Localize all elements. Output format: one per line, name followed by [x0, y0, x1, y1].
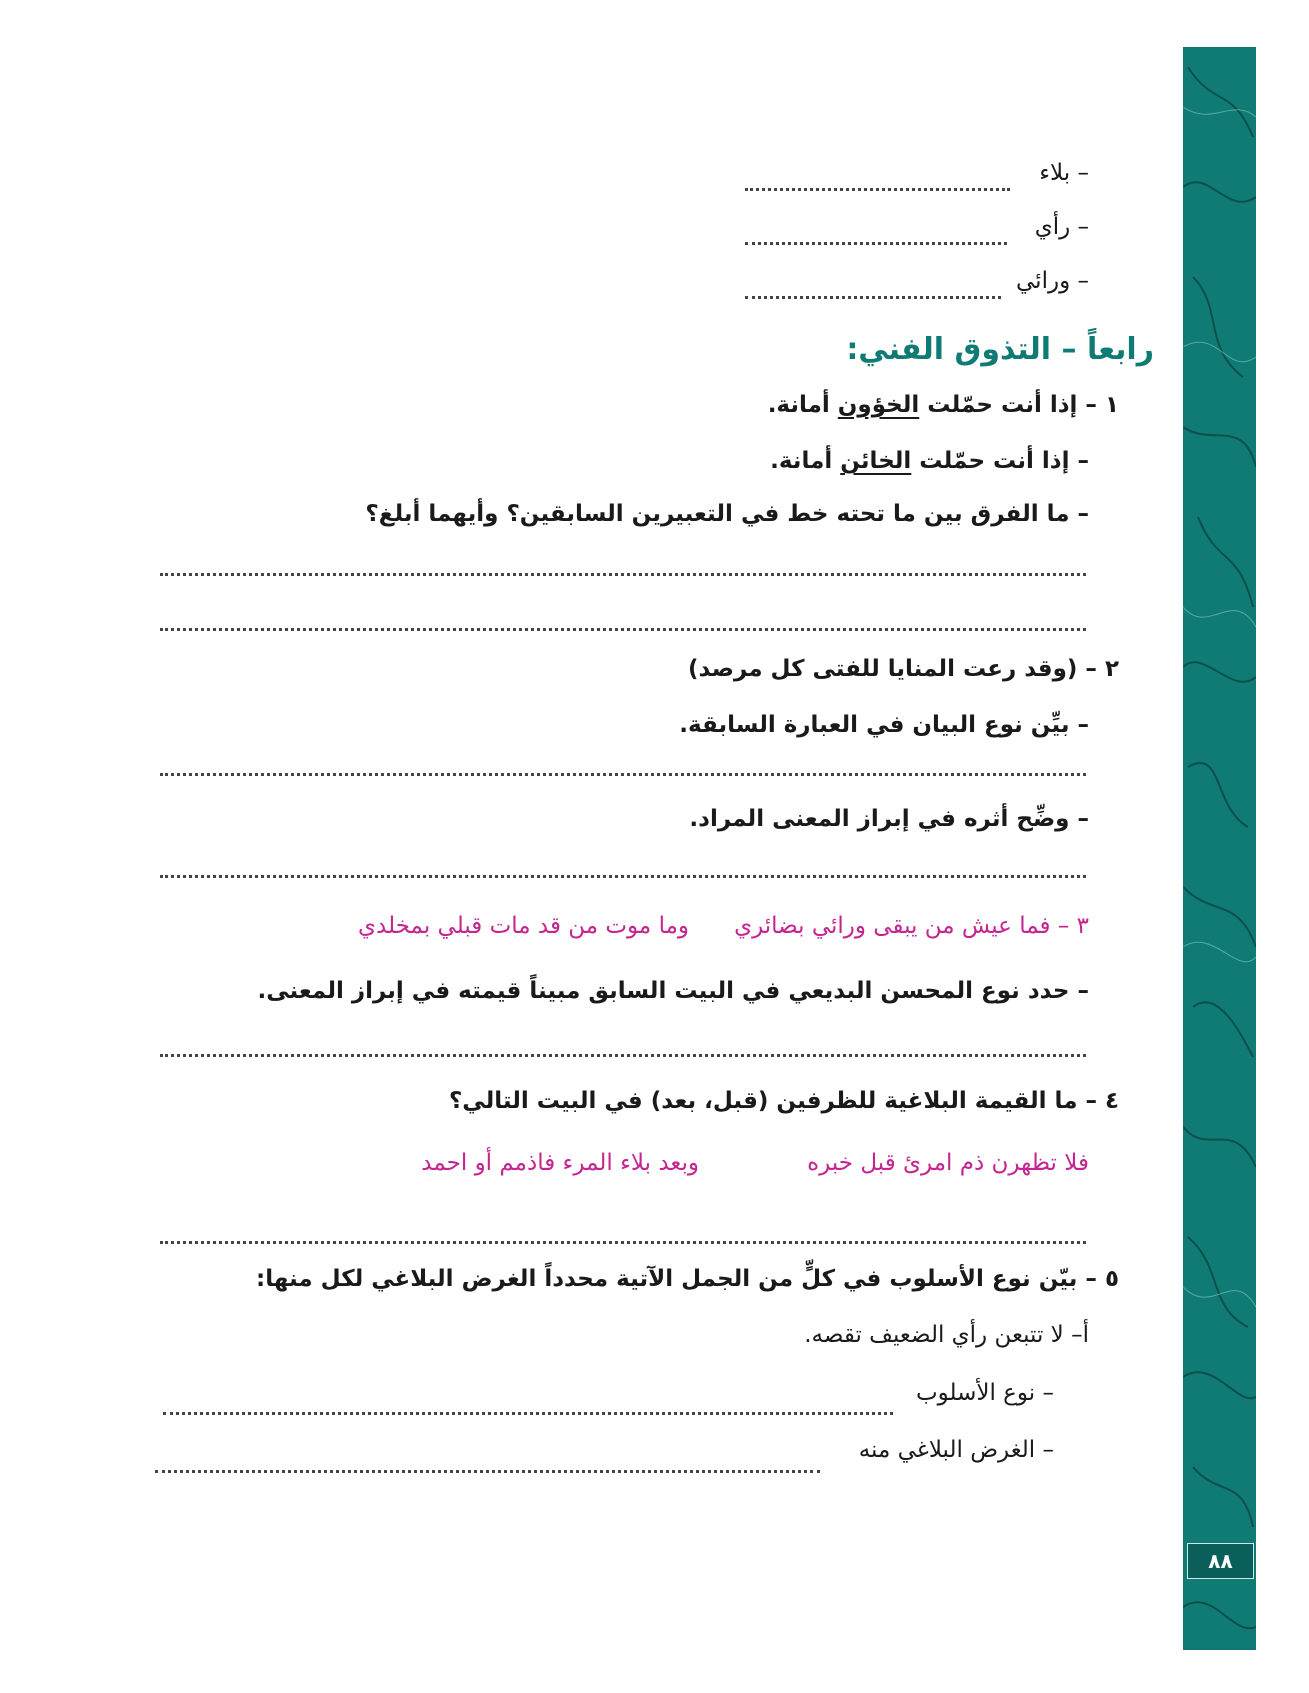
- q3-verse-first: ٣ – فما عيش من يبقى ورائي بضائري: [734, 913, 1089, 939]
- answer-line[interactable]: [160, 773, 1086, 776]
- vocab-word-bala: – بلاء: [1039, 160, 1089, 186]
- section-heading: رابعاً – التذوق الفني:: [846, 332, 1154, 367]
- page-number: ٨٨: [1187, 1543, 1254, 1579]
- q5-style-label: – نوع الأسلوب: [915, 1380, 1054, 1406]
- answer-line[interactable]: [160, 875, 1086, 878]
- q2-task2: – وضِّح أثره في إبراز المعنى المراد.: [689, 806, 1089, 832]
- underlined-word: الخائن: [840, 448, 912, 474]
- q1-question: – ما الفرق بين ما تحته خط في التعبيرين السابقين؟ وأيهما أبلغ؟: [365, 501, 1089, 527]
- answer-line[interactable]: [745, 296, 1001, 299]
- vocab-word-waraei: – ورائي: [1016, 268, 1089, 294]
- q5-question: ٥ – بيّن نوع الأسلوب في كلٍّ من الجمل الآتية محدداً الغرض البلاغي لكل منها:: [256, 1266, 1119, 1292]
- answer-line[interactable]: [155, 1470, 820, 1473]
- decorative-side-strip: [1183, 47, 1256, 1650]
- q4-verse-second: وبعد بلاء المرء فاذمم أو احمد: [421, 1150, 699, 1176]
- q2-quote: ٢ – (وقد رعت المنايا للفتى كل مرصد): [687, 656, 1119, 682]
- q5-item-a: أ– لا تتبعن رأي الضعيف تقصه.: [804, 1322, 1089, 1348]
- q4-question: ٤ – ما القيمة البلاغية للظرفين (قبل، بعد) في البيت التالي؟: [448, 1088, 1119, 1114]
- strip-pattern-icon: [1183, 47, 1256, 1650]
- answer-line[interactable]: [745, 242, 1007, 245]
- q5-purpose-label: – الغرض البلاغي منه: [858, 1437, 1054, 1463]
- answer-line[interactable]: [160, 1241, 1086, 1244]
- q3-verse-second: وما موت من قد مات قبلي بمخلدي: [358, 913, 689, 939]
- q1-line2: – إذا أنت حمّلت الخائن أمانة.: [770, 448, 1089, 474]
- q1-line1: ١ – إذا أنت حمّلت الخؤون أمانة.: [767, 392, 1119, 418]
- q2-task1: – بيِّن نوع البيان في العبارة السابقة.: [679, 712, 1089, 738]
- answer-line[interactable]: [160, 628, 1086, 631]
- answer-line[interactable]: [160, 573, 1086, 576]
- answer-line[interactable]: [745, 188, 1010, 191]
- answer-line[interactable]: [160, 1054, 1086, 1057]
- q3-task: – حدد نوع المحسن البديعي في البيت السابق مبيناً قيمته في إبراز المعنى.: [257, 978, 1089, 1004]
- answer-line[interactable]: [163, 1412, 893, 1415]
- q4-verse-first: فلا تظهرن ذم امرئ قبل خبره: [807, 1150, 1089, 1176]
- vocab-word-ray: – رأي: [1034, 214, 1089, 240]
- underlined-word: الخؤون: [837, 392, 920, 418]
